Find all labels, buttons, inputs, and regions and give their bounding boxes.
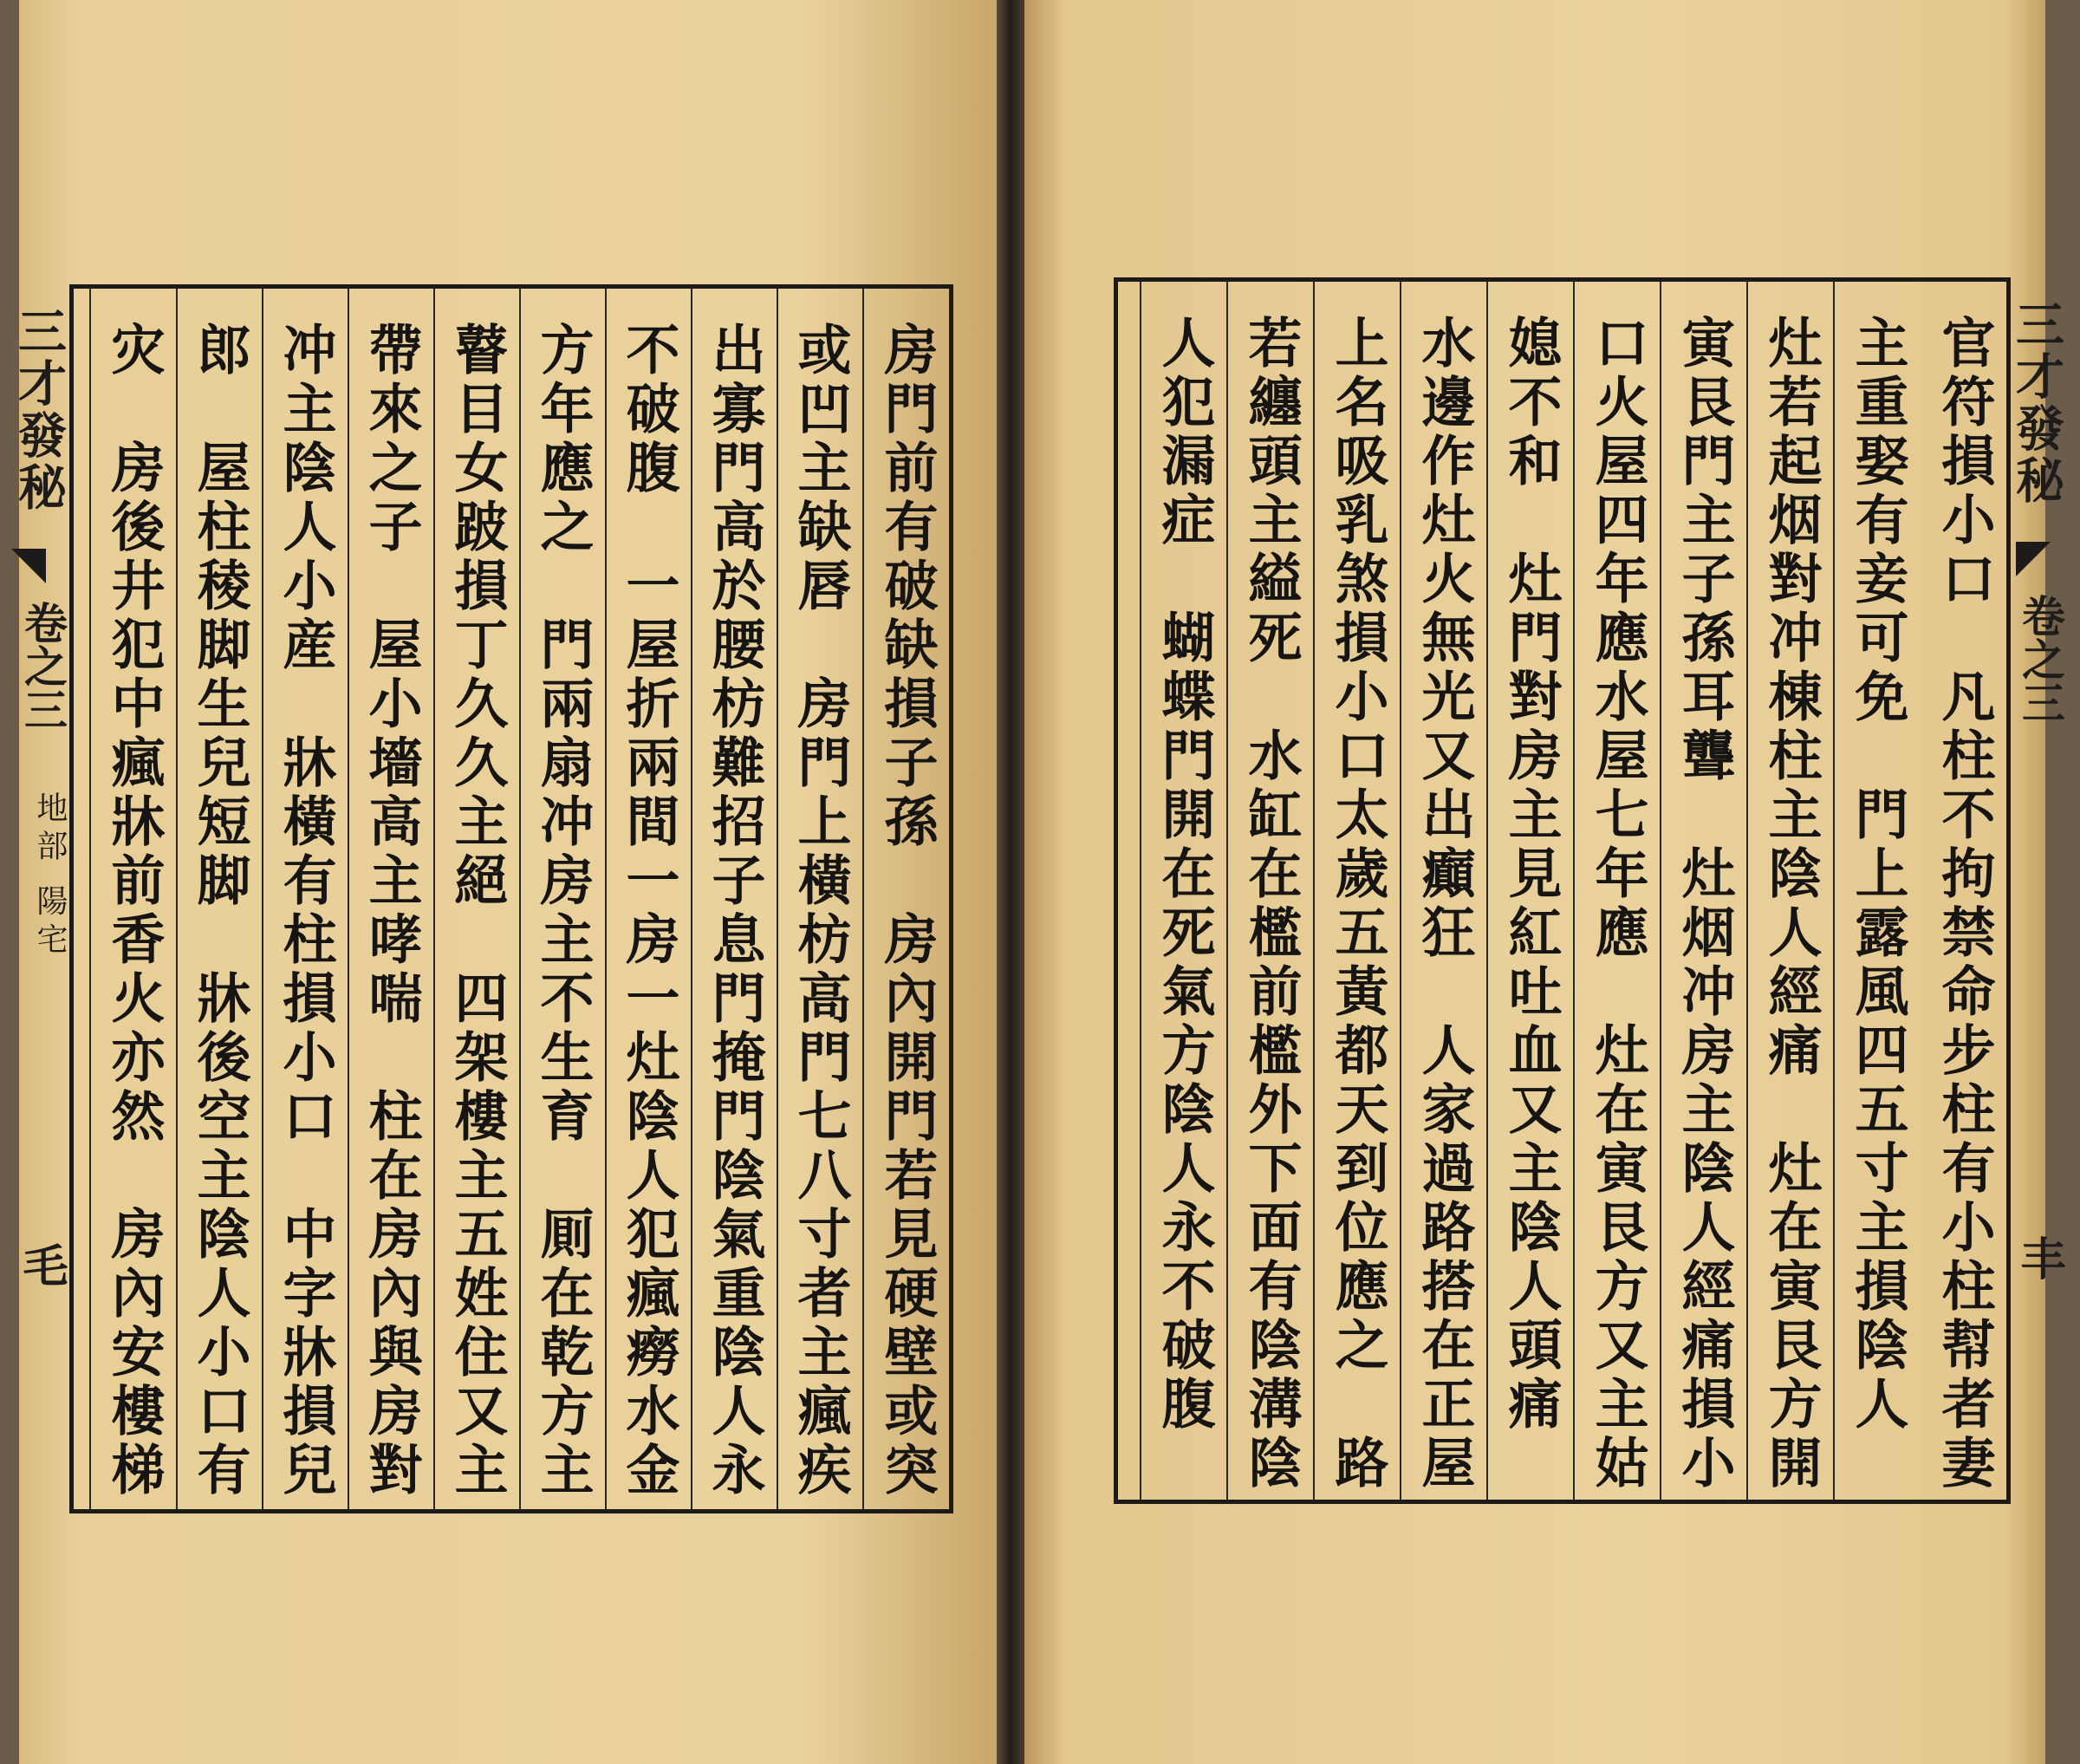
text-column: 主重娶有妾可免 門上露風四五寸主損陰人 (1833, 282, 1920, 1500)
fishtail-marker-icon (11, 549, 46, 583)
fishtail-marker-icon (2016, 542, 2051, 576)
text-column: 出寡門高於腰枋難招子息門掩門陰氣重陰人永 (691, 289, 777, 1509)
text-column: 灶若起烟對冲棟柱主陰人經痛 灶在寅艮方開 (1746, 282, 1833, 1500)
right-text-frame (1114, 277, 2066, 1504)
text-column: 灾 房後井犯中瘋牀前香火亦然 房內安樓梯 (89, 289, 176, 1509)
text-column: 水邊作灶火無光又出癲狂 人家過路搭在正屋 (1400, 282, 1486, 1500)
right-centre-margin (2008, 282, 2071, 1500)
text-column: 媳不和 灶門對房主見紅吐血又主陰人頭痛 (1486, 282, 1573, 1500)
text-column: 不破腹 一屋折兩間一房一灶陰人犯瘋癆水金 (605, 289, 691, 1509)
volume-label: 卷之三 (17, 601, 68, 731)
text-column: 上名吸乳煞損小口太歲五黃都天到位應之 路 (1313, 282, 1400, 1500)
text-column: 口火屋四年應水屋七年應 灶在寅艮方又主姑 (1573, 282, 1660, 1500)
folio-number: 毛 (15, 1242, 68, 1287)
text-column: 若纏頭主縊死 水缸在檻前檻外下面有陰溝陰 (1226, 282, 1313, 1500)
volume-label: 卷之三 (2015, 594, 2066, 724)
text-column: 冲主陰人小産 牀橫有柱損小口 中字牀損兒 (262, 289, 348, 1509)
book-spine (997, 0, 1024, 1764)
text-column: 寅艮門主子孫耳聾 灶烟冲房主陰人經痛損小 (1660, 282, 1746, 1500)
text-column: 帶來之子 屋小墻高主哮喘 柱在房內與房對 (348, 289, 433, 1509)
folio-number: 丰 (2012, 1235, 2065, 1280)
text-column: 郎 屋柱稜脚生兒短脚 牀後空主陰人小口有 (176, 289, 262, 1509)
left-text-frame (10, 284, 953, 1513)
text-column: 官符損小口 凡柱不拘禁命步柱有小柱幇者妻 (1933, 315, 1996, 1494)
left-centre-margin (6, 289, 74, 1509)
text-column: 方年應之 門兩扇冲房主不生育 厠在乾方主 (519, 289, 605, 1509)
text-column: 房門前有破缺損子孫 房內開門若見硬壁或突 (862, 289, 949, 1509)
text-column: 或凹主缺唇 房門上橫枋高門七八寸者主瘋疾 (777, 289, 862, 1509)
book-title: 三才發秘 (2008, 299, 2065, 507)
text-column: 人犯漏症 蝴蝶門開在死氣方陰人永不破腹 (1140, 282, 1226, 1500)
text-column: 瞽目女跛損丁久久主絕 四架樓主五姓住又主 (433, 289, 519, 1509)
section-label: 地部 陽宅 (32, 791, 68, 961)
book-title: 三才發秘 (10, 306, 68, 514)
